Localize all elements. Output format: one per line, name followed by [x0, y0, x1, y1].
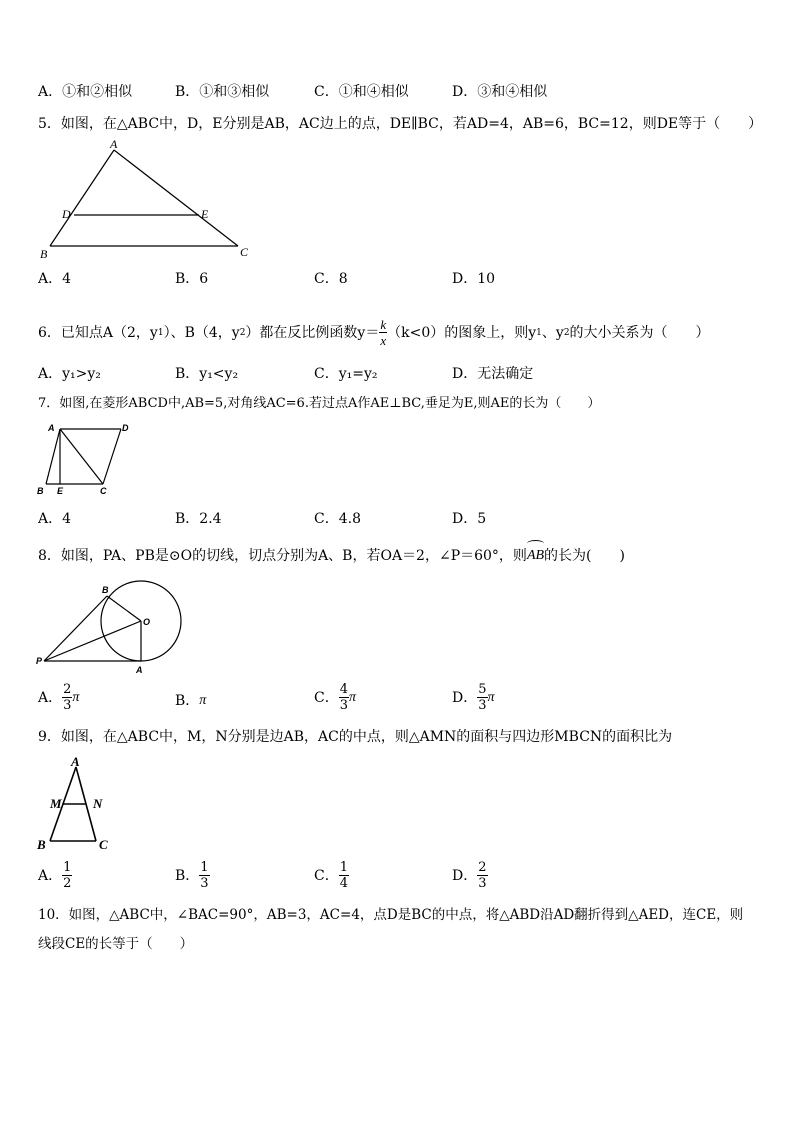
q8-option-c-pi: π	[349, 689, 357, 705]
q9-option-d-num: 2	[478, 860, 487, 875]
q5-label-c: C	[240, 245, 249, 259]
q9-option-d	[452, 860, 488, 891]
q8-option-a-den: 3	[63, 698, 72, 713]
q7-option-d: D．5	[452, 511, 487, 527]
q8-option-a-pi: π	[72, 689, 80, 705]
q6-sub-1b: 1	[536, 327, 542, 338]
q8-arc-ab	[527, 546, 544, 565]
q6-sub-2b: 2	[563, 327, 570, 338]
q6-sub-1: 1	[157, 327, 164, 338]
q7-label-c: C	[100, 486, 107, 496]
q4-option-d: D．③和④相似	[452, 84, 548, 100]
q7-diagonal-ac	[60, 429, 103, 484]
q6-stem	[38, 317, 710, 348]
q5-triangle-figure	[38, 138, 258, 262]
q8-option-d-pi: π	[487, 689, 495, 705]
q8-label-o: O	[143, 617, 151, 627]
q9-option-c	[314, 860, 349, 891]
q9-option-a-den: 2	[63, 876, 72, 891]
q8-option-d	[452, 682, 495, 713]
q8-option-c	[314, 682, 356, 713]
q6-fraction-k-over-x	[379, 317, 387, 348]
q9-label-m: M	[50, 796, 62, 811]
q10-stem-line1: 10．如图，△ABC中，∠BAC=90°，AB=3，AC=4，点D是BC的中点，将△ABD沿AD翻折得到△AED，连CE，则	[38, 907, 744, 923]
q9-stem: 9．如图，在△ABC中，M，N分别是边AB，AC的中点，则△AMN的面积与四边形MBCN的面积比为	[38, 729, 673, 745]
q7-label-a: A	[48, 423, 55, 433]
q7-rhombus-figure	[36, 423, 136, 498]
q8-option-d-fraction	[477, 682, 487, 713]
q5-stem: 5．如图，在△ABC中，D，E分别是AB，AC边上的点，DE∥BC，若AD=4，AB=6，BC=12，则DE等于（ ）	[38, 116, 763, 132]
q7-option-c: C．4.8	[314, 511, 361, 527]
q9-option-c-den: 4	[339, 876, 348, 891]
q9-option-a	[38, 860, 72, 891]
q6-stem-part-b: ）、B（4，y	[163, 324, 240, 341]
q8-option-d-den: 3	[478, 698, 487, 713]
q7-label-b: B	[37, 486, 44, 496]
q8-option-b	[175, 692, 206, 710]
q8-option-c-fraction	[339, 682, 349, 713]
q7-label-d: D	[122, 423, 129, 433]
q5-option-b: B．6	[175, 271, 209, 287]
q10-stem-line2: 线段CE的长等于（ ）	[38, 936, 194, 952]
q7-side-dc	[103, 429, 121, 484]
q8-option-b-letter: B．	[175, 693, 200, 709]
q8-stem-part-b: 的长为( )	[544, 547, 625, 564]
q5-label-d: D	[62, 207, 71, 221]
q9-option-b-letter: B．	[175, 867, 200, 884]
q6-stem-part-c: ）都在反比例函数y＝	[245, 324, 380, 341]
q7-label-e: E	[57, 486, 64, 496]
q9-option-d-letter: D．	[452, 867, 478, 884]
q8-tangent-figure	[36, 577, 186, 677]
q6-stem-part-d: （k<0）的图象上，则y	[387, 324, 537, 341]
q5-label-b: B	[40, 247, 48, 261]
q9-option-a-letter: A．	[38, 867, 63, 884]
q9-option-c-letter: C．	[314, 867, 339, 884]
q5-label-a: A	[110, 137, 118, 151]
q8-option-a-num: 2	[63, 682, 72, 697]
q5-option-c: C．8	[314, 271, 348, 287]
q8-option-b-value: π	[199, 693, 207, 708]
q9-label-b: B	[37, 837, 46, 852]
q7-option-b: B．2.4	[175, 511, 222, 527]
q5-side-ab	[50, 150, 114, 246]
q8-option-a-letter: A．	[38, 689, 63, 706]
q8-tangent-pb	[44, 596, 107, 661]
q9-option-a-fraction	[62, 860, 72, 891]
q7-stem: 7．如图,在菱形ABCD中,AB=5,对角线AC=6.若过点A作AE⊥BC,垂足为E,则AE的长为（ ）	[38, 396, 601, 411]
q9-label-a: A	[71, 754, 80, 769]
q4-option-a: A．①和②相似	[38, 84, 133, 100]
q8-option-a-fraction	[62, 682, 72, 713]
q9-label-c: C	[99, 837, 108, 852]
q5-option-d: D．10	[452, 271, 496, 287]
q9-triangle-figure	[36, 753, 116, 853]
q6-frac-num: k	[380, 317, 387, 332]
q5-side-ac	[114, 150, 238, 246]
q9-option-b-num: 1	[200, 860, 209, 875]
q8-label-p: P	[36, 656, 43, 666]
q6-option-b: B．y₁<y₂	[175, 366, 239, 382]
q9-option-d-den: 3	[478, 876, 487, 891]
q8-arc-mark	[527, 540, 544, 547]
q6-option-c: C．y₁=y₂	[314, 366, 378, 382]
q5-option-a: A．4	[38, 271, 72, 287]
q6-stem-part-a: 6．已知点A（2，y	[38, 324, 158, 341]
q6-frac-den: x	[380, 333, 387, 348]
q8-arc-label: AB	[526, 548, 545, 563]
q8-stem	[38, 546, 625, 565]
q8-option-d-letter: D．	[452, 689, 478, 706]
q4-option-b: B．①和③相似	[175, 84, 270, 100]
q8-option-c-num: 4	[339, 682, 348, 697]
q9-option-b	[175, 860, 210, 891]
q8-stem-part-a: 8．如图，PA、PB是⊙O的切线，切点分别为A、B，若OA＝2，∠P＝60°，则	[38, 547, 527, 564]
q8-option-c-letter: C．	[314, 689, 339, 706]
q6-stem-part-e: 、y	[541, 324, 564, 341]
q5-label-e: E	[201, 207, 209, 221]
q8-option-c-den: 3	[339, 698, 348, 713]
q7-option-a: A．4	[38, 511, 72, 527]
q9-option-c-fraction	[339, 860, 349, 891]
q6-option-a: A．y₁>y₂	[38, 366, 101, 382]
q8-option-d-num: 5	[478, 682, 487, 697]
q9-option-b-fraction	[199, 860, 209, 891]
q8-label-b: B	[102, 585, 109, 595]
q6-option-d: D．无法确定	[452, 366, 534, 382]
q4-option-c: C．①和④相似	[314, 84, 409, 100]
q6-sub-2: 2	[239, 327, 246, 338]
q8-label-a: A	[136, 665, 143, 675]
q9-option-d-fraction	[477, 860, 487, 891]
q9-option-c-num: 1	[339, 860, 348, 875]
q8-option-a	[38, 682, 79, 713]
q7-side-ab	[46, 429, 60, 484]
q9-option-a-num: 1	[63, 860, 72, 875]
q9-option-b-den: 3	[200, 876, 209, 891]
q8-segment-po	[44, 621, 141, 661]
q6-stem-part-f: 的大小关系为（ ）	[569, 324, 710, 341]
q9-label-n: N	[93, 796, 103, 811]
q8-radius-ob	[107, 596, 141, 621]
